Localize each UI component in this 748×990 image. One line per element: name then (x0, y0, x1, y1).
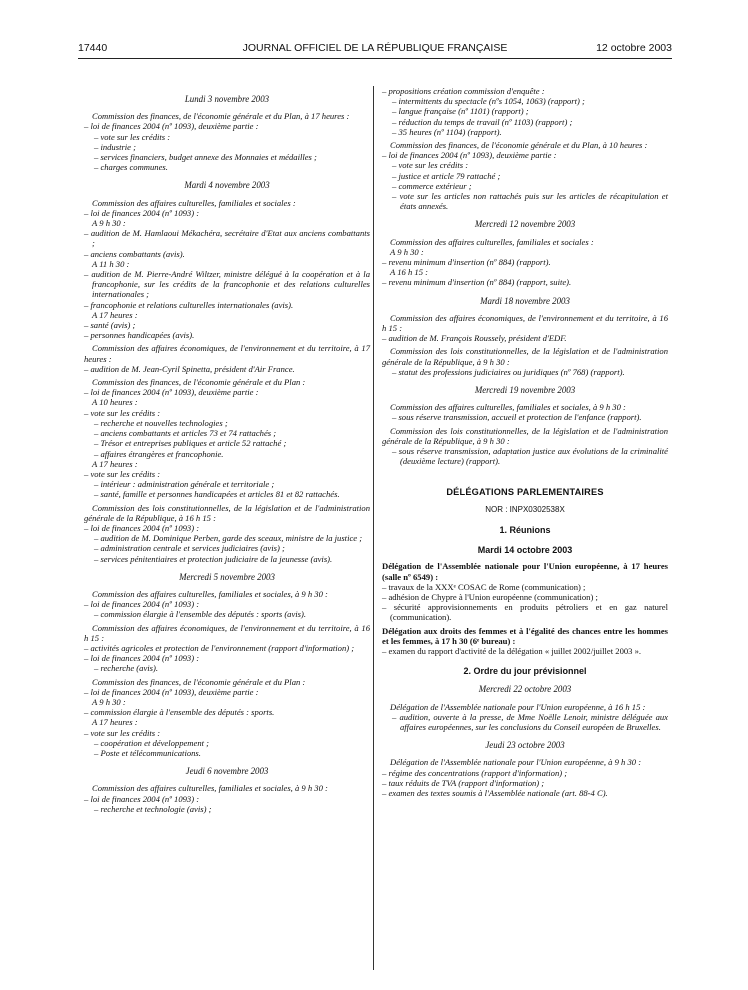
left-line: Commission des lois constitutionnelles, de la législation et de l'administration générale de la République, à 16 h 15 : (84, 502, 370, 523)
left-line: – personnes handicapées (avis). (84, 330, 195, 341)
left-line: – loi de finances 2004 (nº 1093), deuxième partie : (84, 121, 259, 132)
right-line: – examen des textes soumis à l'Assemblée nationale (art. 88-4 C). (382, 787, 608, 798)
right-line: A 16 h 15 : (390, 267, 429, 278)
left-line: A 9 h 30 : (92, 218, 126, 229)
left-line: – vote sur les crédits : (84, 727, 161, 738)
right-line: – vote sur les articles non rattachés puis sur les articles de récapitulation et états annexés. (392, 191, 668, 212)
left-line: – loi de finances 2004 (nº 1093) : (84, 653, 200, 664)
right-line: Délégation aux droits des femmes et à l'égalité des chances entre les hommes et les femmes, à 17 h 30 (6ᵉ bureau) : (382, 625, 668, 646)
left-line: Mercredi 5 novembre 2003 (179, 571, 275, 582)
right-line: Mardi 14 octobre 2003 (477, 545, 573, 556)
right-line: Commission des lois constitutionnelles, de la législation et de l'administration générale de la République, à 9 h 30 : (382, 346, 668, 367)
left-line: – intérieur : administration générale et territoriale ; (94, 479, 275, 490)
right-line: – sous réserve transmission, adaptation justice aux évolutions de la criminalité (deuxième lecture) (rapport). (392, 446, 668, 467)
left-line: Lundi 3 novembre 2003 (184, 94, 270, 104)
left-line: – services pénitentiaires et protection judiciaire de la jeunesse (avis). (94, 553, 333, 564)
left-line: Commission des finances, de l'économie générale et du Plan, à 17 heures : (92, 111, 350, 122)
left-line: – charges communes. (94, 162, 168, 173)
right-line: – vote sur les crédits : (392, 160, 469, 171)
left-line: – recherche (avis). (94, 663, 159, 674)
journal-title: JOURNAL OFFICIEL DE LA RÉPUBLIQUE FRANÇAISE (242, 42, 508, 54)
right-line: – loi de finances 2004 (nº 1093), deuxième partie : (382, 150, 557, 161)
right-line: Jeudi 23 octobre 2003 (485, 740, 565, 751)
left-line: – audition de M. Dominique Perben, garde des sceaux, ministre de la justice ; (94, 533, 363, 544)
left-line: Commission des finances, de l'économie générale et du Plan : (92, 676, 306, 687)
issue-date: 12 octobre 2003 (596, 42, 672, 54)
right-line: – adhésion de Chypre à l'Union européenne (communication) ; (382, 591, 598, 602)
left-line: – Trésor et entreprises publiques et article 52 rattaché ; (94, 438, 287, 449)
right-line: A 9 h 30 : (390, 246, 424, 257)
left-line: A 17 heures : (92, 458, 138, 469)
left-line: – audition de M. Jean-Cyril Spinetta, président d'Air France. (84, 363, 295, 374)
left-line: – audition de M. Hamlaoui Mékachéra, secrétaire d'Etat aux anciens combattants ; (84, 228, 370, 249)
left-line: Commission des affaires culturelles, familiales et sociales, à 9 h 30 : (92, 783, 328, 794)
left-line: – santé (avis) ; (84, 320, 136, 331)
left-line: – loi de finances 2004 (nº 1093) : (84, 599, 200, 610)
left-line: – santé, famille et personnes handicapées et articles 81 et 82 rattachés. (94, 489, 340, 500)
right-line: Commission des affaires économiques, de l'environnement et du territoire, à 16 h 15 : (382, 312, 668, 334)
left-line: Commission des affaires économiques, de l'environnement et du territoire, à 17 heures : (84, 343, 370, 364)
right-line: – commerce extérieur ; (392, 180, 472, 191)
left-line: – anciens combattants (avis). (84, 248, 185, 259)
left-line: – francophonie et relations culturelles internationales (avis). (84, 299, 294, 310)
right-line: – 35 heures (nº 1104) (rapport). (392, 126, 502, 137)
left-line: – affaires étrangères et francophonie. (94, 448, 224, 459)
left-line: – administration centrale et services judiciaires (avis) ; (94, 543, 285, 554)
left-line: A 11 h 30 : (92, 258, 130, 269)
left-line: A 17 heures : (92, 717, 138, 728)
right-line: NOR : INPX0302538X (485, 504, 565, 514)
left-line: Commission des affaires culturelles, familiales et sociales : (92, 197, 296, 208)
right-line: – justice et article 79 rattaché ; (392, 170, 501, 181)
right-line: Mercredi 22 octobre 2003 (478, 684, 572, 695)
left-line: – Poste et télécommunications. (94, 747, 201, 758)
left-line: – recherche et nouvelles technologies ; (94, 417, 228, 428)
left-line: A 9 h 30 : (92, 696, 126, 707)
left-line: – vote sur les crédits : (84, 407, 161, 418)
right-line: – statut des professions judiciaires ou juridiques (nº 768) (rapport). (392, 366, 625, 377)
column-divider (373, 86, 374, 970)
right-line: – sous réserve transmission, accueil et protection de l'enfance (rapport). (392, 412, 642, 423)
left-line: – vote sur les crédits : (94, 131, 171, 142)
right-line: Commission des finances, de l'économie générale et du Plan, à 10 heures : (390, 140, 648, 151)
left-line: – activités agricoles et protection de l'environnement (rapport d'information) ; (84, 642, 355, 653)
right-line: Commission des affaires culturelles, familiales et sociales : (390, 236, 594, 247)
right-line: – taux réduits de TVA (rapport d'information) ; (382, 777, 545, 788)
left-line: Jeudi 6 novembre 2003 (185, 766, 269, 777)
right-line: – revenu minimum d'insertion (nº 884) (rapport). (382, 257, 551, 268)
right-line: – intermittents du spectacle (nºs 1054, 1063) (rapport) ; (392, 96, 585, 107)
left-line: Mardi 4 novembre 2003 (184, 180, 270, 191)
left-line: – loi de finances 2004 (nº 1093), deuxième partie : (84, 686, 259, 697)
right-line: – audition, ouverte à la presse, de Mme Noëlle Lenoir, ministre déléguée aux affaires européennes, sur les conclusions du Conseil européen de Bruxelles. (392, 711, 668, 732)
left-line: – commission élargie à l'ensemble des députés : sports. (84, 707, 275, 718)
left-line: – services financiers, budget annexe des Monnaies et médailles ; (94, 152, 317, 163)
left-line: – anciens combattants et articles 73 et 74 rattachés ; (94, 428, 277, 439)
left-line: – loi de finances 2004 (nº 1093) : (84, 522, 200, 533)
right-line: – audition de M. François Roussely, président d'EDF. (382, 333, 567, 344)
right-column (382, 86, 668, 798)
right-line: – réduction du temps de travail (nº 1103) (rapport) ; (392, 116, 573, 127)
right-line: Commission des affaires culturelles, familiales et sociales, à 9 h 30 : (390, 402, 626, 413)
left-line: – loi de finances 2004 (nº 1093), deuxième partie : (84, 387, 259, 398)
right-line: – revenu minimum d'insertion (nº 884) (rapport, suite). (382, 277, 572, 288)
left-line: A 17 heures : (92, 309, 138, 320)
right-line: Mercredi 12 novembre 2003 (474, 219, 576, 230)
right-line: 1. Réunions (499, 524, 551, 535)
left-line: Commission des affaires économiques, de l'environnement et du territoire, à 16 h 15 : (84, 622, 370, 643)
right-line: DÉLÉGATIONS PARLEMENTAIRES (446, 486, 604, 497)
left-line: – commission élargie à l'ensemble des députés : sports (avis). (94, 609, 307, 620)
left-line: – audition de M. Pierre-André Wiltzer, ministre délégué à la coopération et à la francophonie, sur les crédits de la francophonie et des relations culturelles internationales ; (84, 269, 370, 300)
right-line: Délégation de l'Assemblée nationale pour l'Union européenne, à 17 heures (salle nº 6549) : (382, 561, 668, 582)
left-line: Commission des finances, de l'économie générale et du Plan : (92, 377, 306, 388)
page-header (78, 40, 672, 59)
left-line: A 10 heures : (92, 397, 138, 408)
right-line: Mardi 18 novembre 2003 (480, 295, 570, 306)
left-line: – recherche et technologie (avis) ; (94, 803, 212, 814)
left-line: – vote sur les crédits : (84, 468, 161, 479)
right-line: – propositions création commission d'enquête : (382, 86, 545, 96)
right-line: – travaux de la XXXᵉ COSAC de Rome (communication) ; (382, 581, 586, 592)
right-line: – régime des concentrations (rapport d'information) ; (382, 767, 568, 778)
right-line: Délégation de l'Assemblée nationale pour l'Union européenne, à 9 h 30 : (390, 757, 642, 768)
left-column (84, 86, 370, 814)
right-line: 2. Ordre du jour prévisionnel (463, 666, 587, 677)
right-line: – examen du rapport d'activité de la délégation « juillet 2002/juillet 2003 ». (382, 645, 642, 656)
right-line: Mercredi 19 novembre 2003 (474, 385, 576, 396)
left-line: – industrie ; (94, 141, 137, 152)
left-line: – coopération et développement ; (94, 737, 210, 748)
page-number: 17440 (78, 42, 108, 54)
left-line: – loi de finances 2004 (nº 1093) : (84, 207, 200, 218)
right-line: Délégation de l'Assemblée nationale pour l'Union européenne, à 16 h 15 : (390, 701, 646, 712)
left-line: – loi de finances 2004 (nº 1093) : (84, 793, 200, 804)
left-line: Commission des affaires culturelles, familiales et sociales, à 9 h 30 : (92, 588, 328, 599)
right-line: Commission des lois constitutionnelles, de la législation et de l'administration générale de la République, à 9 h 30 : (382, 425, 668, 446)
right-line: – langue française (nº 1101) (rapport) ; (392, 106, 529, 117)
right-line: – sécurité approvisionnements en produits pétroliers et en gaz naturel (communication). (382, 602, 668, 623)
